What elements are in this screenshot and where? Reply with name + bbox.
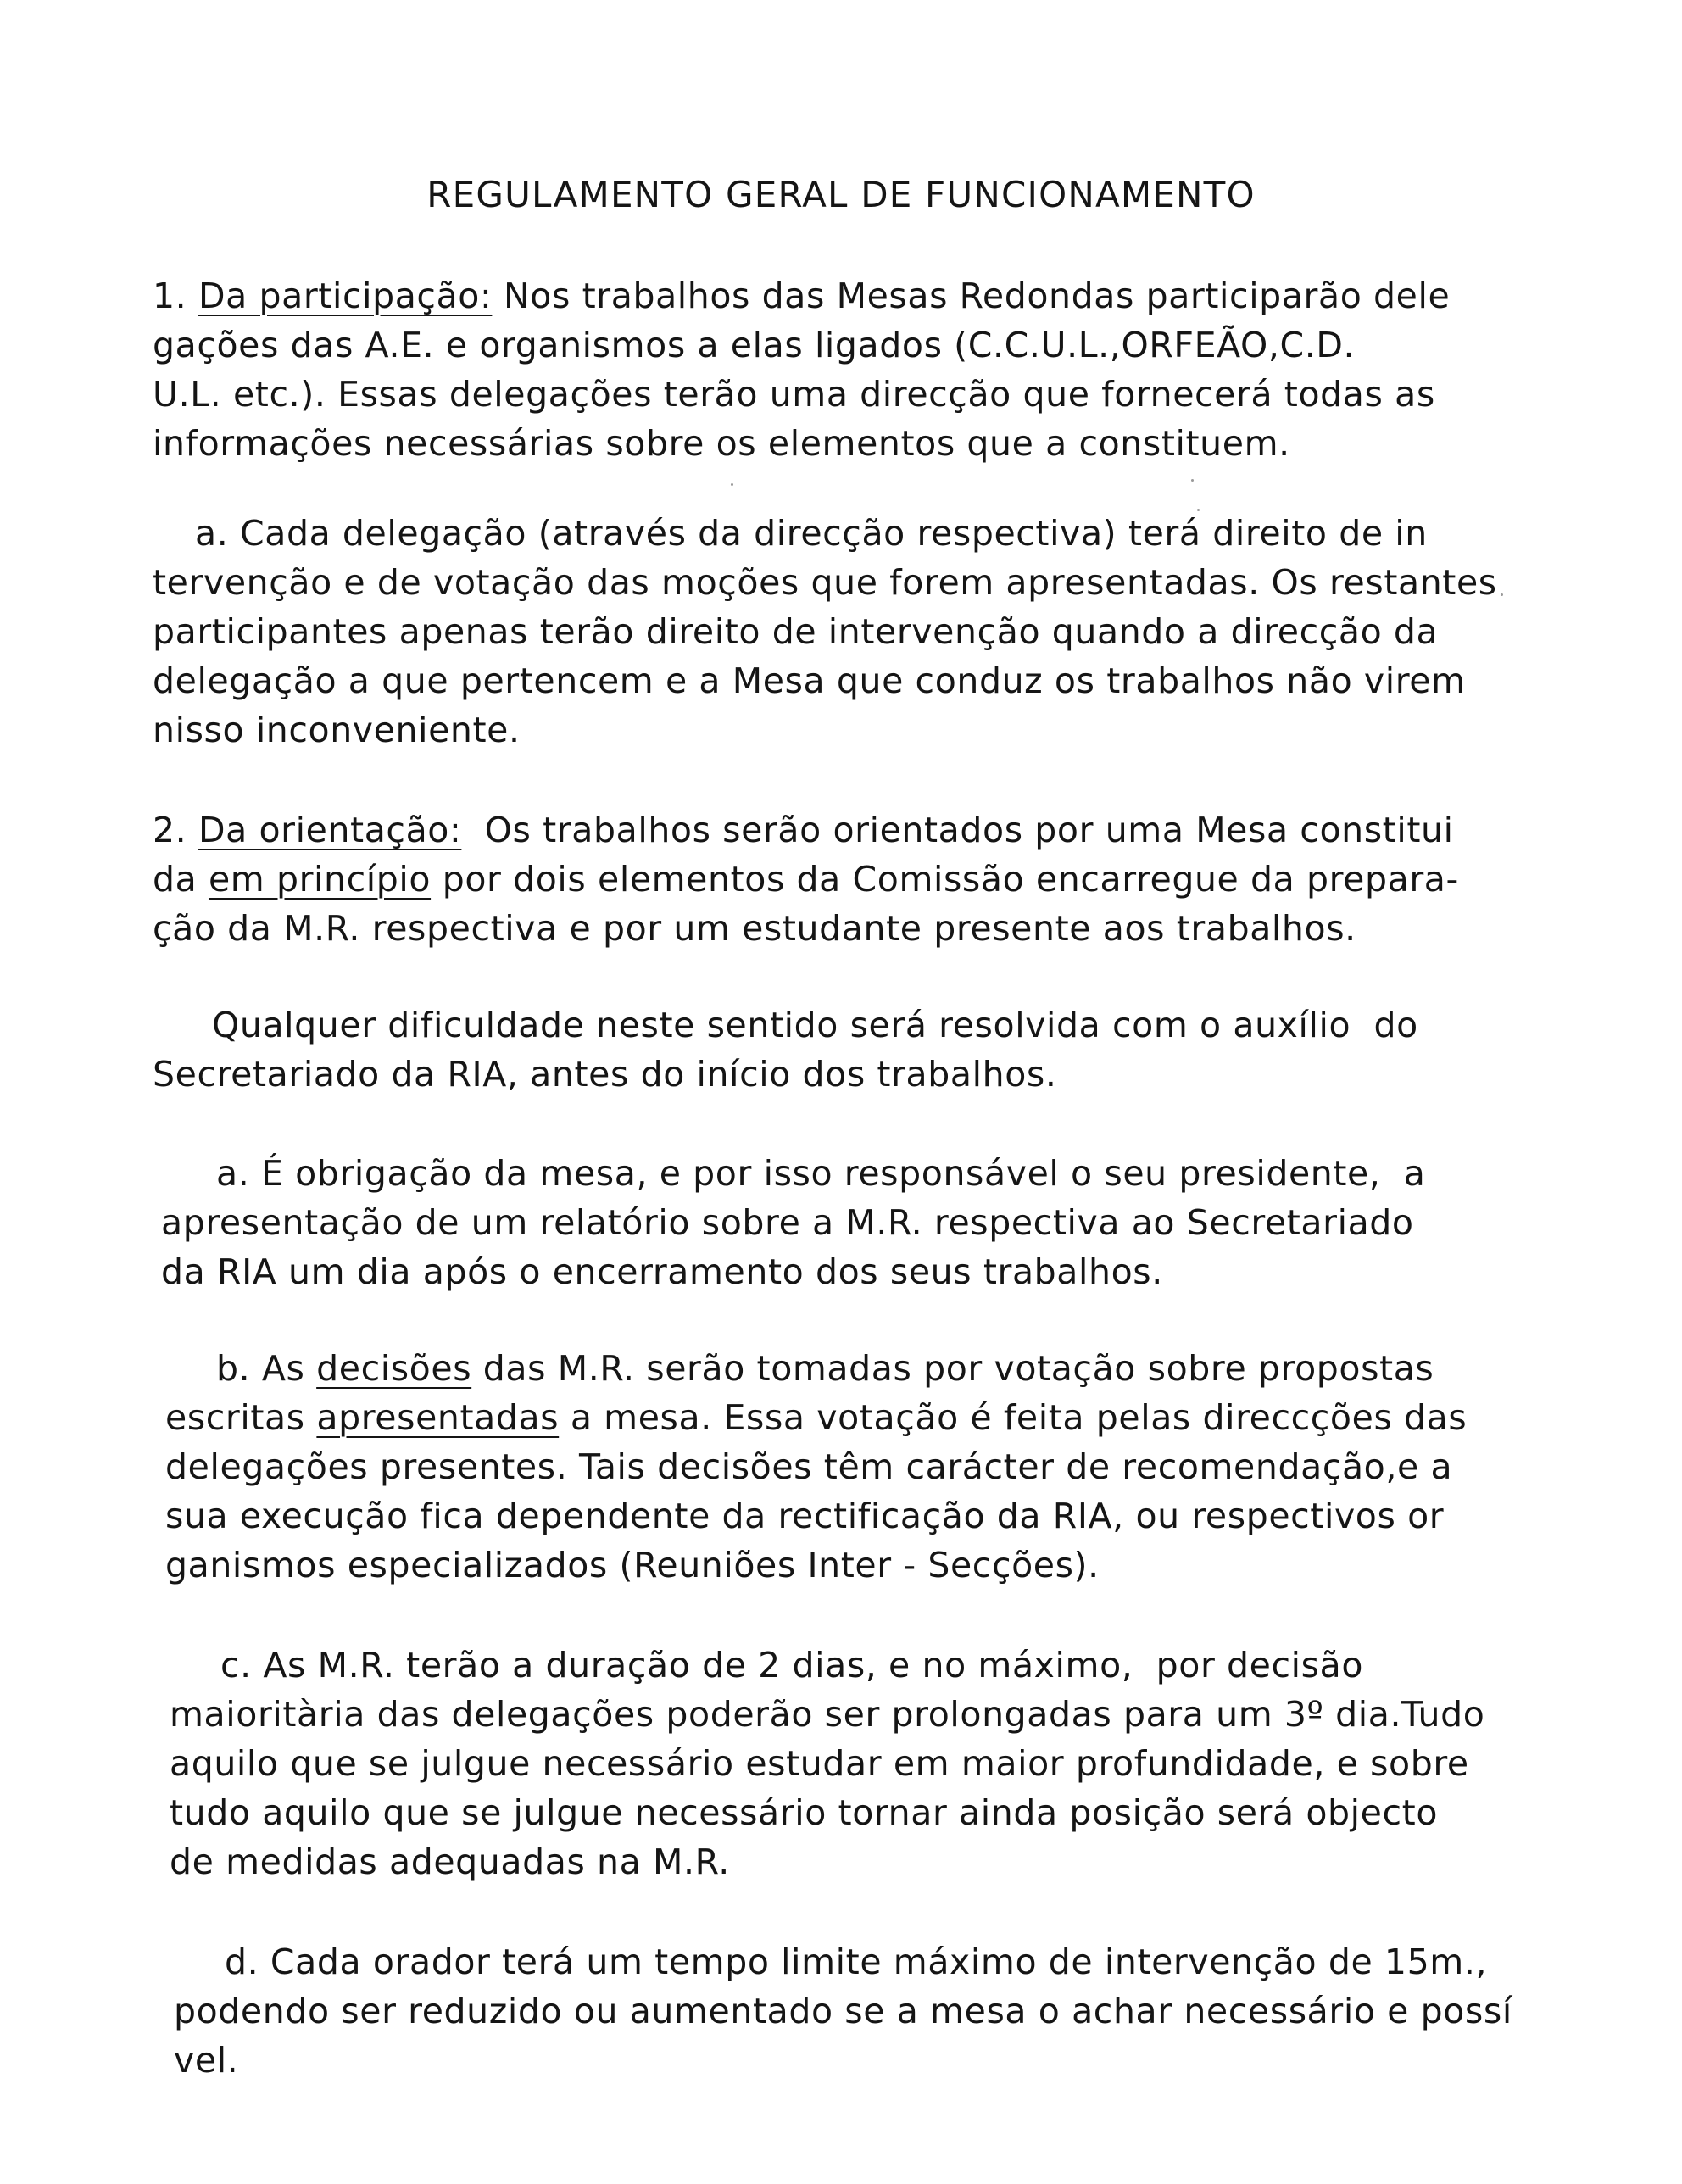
text-fragment: da: [153, 859, 209, 900]
paragraph-2d: [174, 1937, 1512, 2085]
text-line: ção da M.R. respectiva e por um estudante presente aos trabalhos.: [153, 908, 1356, 949]
text-line: informações necessárias sobre os elementos que a constituem.: [153, 423, 1290, 464]
text-fragment: Nos trabalhos das Mesas Redondas participarão dele: [492, 276, 1451, 316]
scan-speck: [1197, 509, 1200, 511]
text-line: delegação a que pertencem e a Mesa que conduz os trabalhos não virem: [153, 660, 1466, 701]
section-heading-participacao: Da participação:: [198, 276, 493, 316]
text-line: participantes apenas terão direito de intervenção quando a direcção da: [153, 611, 1439, 652]
paragraph-2b: [165, 1344, 1467, 1590]
text-line: [153, 805, 1459, 855]
text-line: nisso inconveniente.: [153, 710, 521, 750]
paragraph-1-participacao: [153, 271, 1450, 468]
text-line: da RIA um dia após o encerramento dos seus trabalhos.: [161, 1251, 1163, 1292]
text-fragment: a mesa. Essa votação é feita pelas direccções das: [559, 1397, 1468, 1438]
text-line: podendo ser reduzido ou aumentado se a mesa o achar necessário e possí: [174, 1991, 1512, 2031]
text-line: Qualquer dificuldade neste sentido será resolvida com o auxílio do: [212, 1005, 1418, 1045]
text-line: [153, 271, 1450, 320]
text-line: maioritària das delegações poderão ser prolongadas para um 3º dia.Tudo: [170, 1694, 1485, 1735]
text-line: tudo aquilo que se julgue necessário tornar ainda posição será objecto: [170, 1792, 1438, 1833]
underlined-word: decisões: [316, 1348, 472, 1389]
text-line: c. As M.R. terão a duração de 2 dias, e no máximo, por decisão: [220, 1645, 1363, 1685]
paragraph-1a: [153, 509, 1497, 755]
text-line: sua execução fica dependente da rectificação da RIA, ou respectivos or: [165, 1496, 1445, 1536]
text-fragment: das M.R. serão tomadas por votação sobre propostas: [471, 1348, 1434, 1389]
underlined-word: apresentadas: [316, 1397, 560, 1438]
text-line: gações das A.E. e organismos a elas ligados (C.C.U.L.,ORFEÃO,C.D.: [153, 325, 1356, 365]
text-fragment: por dois elementos da Comissão encarregue da prepara-: [431, 859, 1459, 900]
text-line: a. Cada delegação (através da direcção respectiva) terá direito de in: [195, 513, 1428, 554]
section-number: 2.: [153, 810, 198, 850]
paragraph-2c: [170, 1641, 1484, 1886]
text-line: [153, 855, 1459, 904]
section-number: 1.: [153, 276, 198, 316]
paragraph-2a: [161, 1149, 1425, 1296]
text-line: apresentação de um relatório sobre a M.R. respectiva ao Secretariado: [161, 1202, 1414, 1243]
scan-speck: [731, 483, 733, 486]
paragraph-2-qualquer: [153, 1000, 1418, 1099]
underlined-phrase: em princípio: [208, 859, 432, 900]
text-line: vel.: [174, 2040, 239, 2081]
text-line: [165, 1393, 1467, 1442]
text-line: a. É obrigação da mesa, e por isso responsável o seu presidente, a: [216, 1153, 1426, 1194]
text-line: delegações presentes. Tais decisões têm carácter de recomendação,e a: [165, 1446, 1453, 1487]
paragraph-2-orientacao: [153, 805, 1459, 953]
text-line: de medidas adequadas na M.R.: [170, 1841, 730, 1882]
text-fragment: Os trabalhos serão orientados por uma Mesa constitui: [461, 810, 1454, 850]
text-line: d. Cada orador terá um tempo limite máximo de intervenção de 15m.,: [225, 1942, 1488, 1982]
text-fragment: b. As: [216, 1348, 317, 1389]
text-line: ganismos especializados (Reuniões Inter - Secções).: [165, 1545, 1100, 1585]
text-line: U.L. etc.). Essas delegações terão uma direcção que fornecerá todas as: [153, 374, 1435, 415]
scan-speck: [1501, 593, 1503, 596]
scan-speck: [1191, 479, 1194, 482]
text-line: [165, 1344, 1467, 1393]
document-title: REGULAMENTO GERAL DE FUNCIONAMENTO: [426, 174, 1256, 215]
text-line: Secretariado da RIA, antes do início dos trabalhos.: [153, 1054, 1057, 1095]
section-heading-orientacao: Da orientação:: [198, 810, 462, 850]
text-line: tervenção e de votação das moções que forem apresentadas. Os restantes: [153, 562, 1497, 603]
text-fragment: escritas: [165, 1397, 317, 1438]
text-line: aquilo que se julgue necessário estudar em maior profundidade, e sobre: [170, 1743, 1469, 1784]
